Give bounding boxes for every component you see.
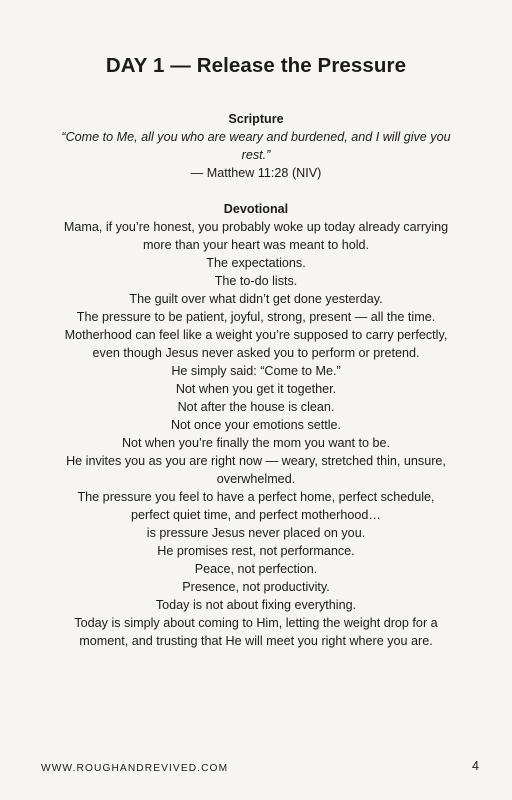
devotional-line: Motherhood can feel like a weight you’re supposed to carry perfectly, even though Jesus never asked you to perform or pretend. (64, 328, 448, 360)
devotional-line: The pressure you feel to have a perfect home, perfect schedule, perfect quiet time, and perfect motherhood… (77, 490, 435, 522)
devotional-line: Mama, if you’re honest, you probably woke up today already carrying more than your heart was meant to hold. (63, 220, 449, 252)
scripture-reference: — Matthew 11:28 (NIV) (190, 166, 322, 180)
page-title: DAY 1 — Release the Pressure (105, 54, 407, 77)
page-number: 4 (472, 759, 479, 773)
devotional-line: is pressure Jesus never placed on you. (146, 526, 366, 540)
devotional-line: Not after the house is clean. (177, 400, 335, 414)
devotional-line: He invites you as you are right now — weary, stretched thin, unsure, overwhelmed. (66, 454, 446, 486)
devotional-line: The guilt over what didn’t get done yesterday. (129, 292, 383, 306)
devotional-line: Not when you get it together. (175, 382, 337, 396)
devotional-line: Not when you’re finally the mom you want to be. (121, 436, 391, 450)
devotional-line: He promises rest, not performance. (157, 544, 355, 558)
scripture-quote: “Come to Me, all you who are weary and burdened, and I will give you rest.” (61, 130, 451, 162)
devotional-line: The to-do lists. (214, 274, 298, 288)
devotional-line: The pressure to be patient, joyful, strong, present — all the time. (76, 310, 436, 324)
page-content (60, 110, 452, 650)
footer-website: WWW.ROUGHANDREVIVED.COM (41, 763, 229, 774)
devotional-line: Presence, not productivity. (182, 580, 330, 594)
devotional-heading: Devotional (223, 202, 289, 216)
devotional-line: Today is not about fixing everything. (155, 598, 357, 612)
devotional-line: The expectations. (206, 256, 306, 270)
section-spacer (60, 182, 452, 200)
devotional-line: Not once your emotions settle. (170, 418, 342, 432)
devotional-line: He simply said: “Come to Me.” (171, 364, 341, 378)
devotional-line: Today is simply about coming to Him, letting the weight drop for a moment, and trusting that He will meet you right where you are. (74, 616, 438, 648)
scripture-heading: Scripture (228, 112, 284, 126)
devotional-line: Peace, not perfection. (194, 562, 318, 576)
